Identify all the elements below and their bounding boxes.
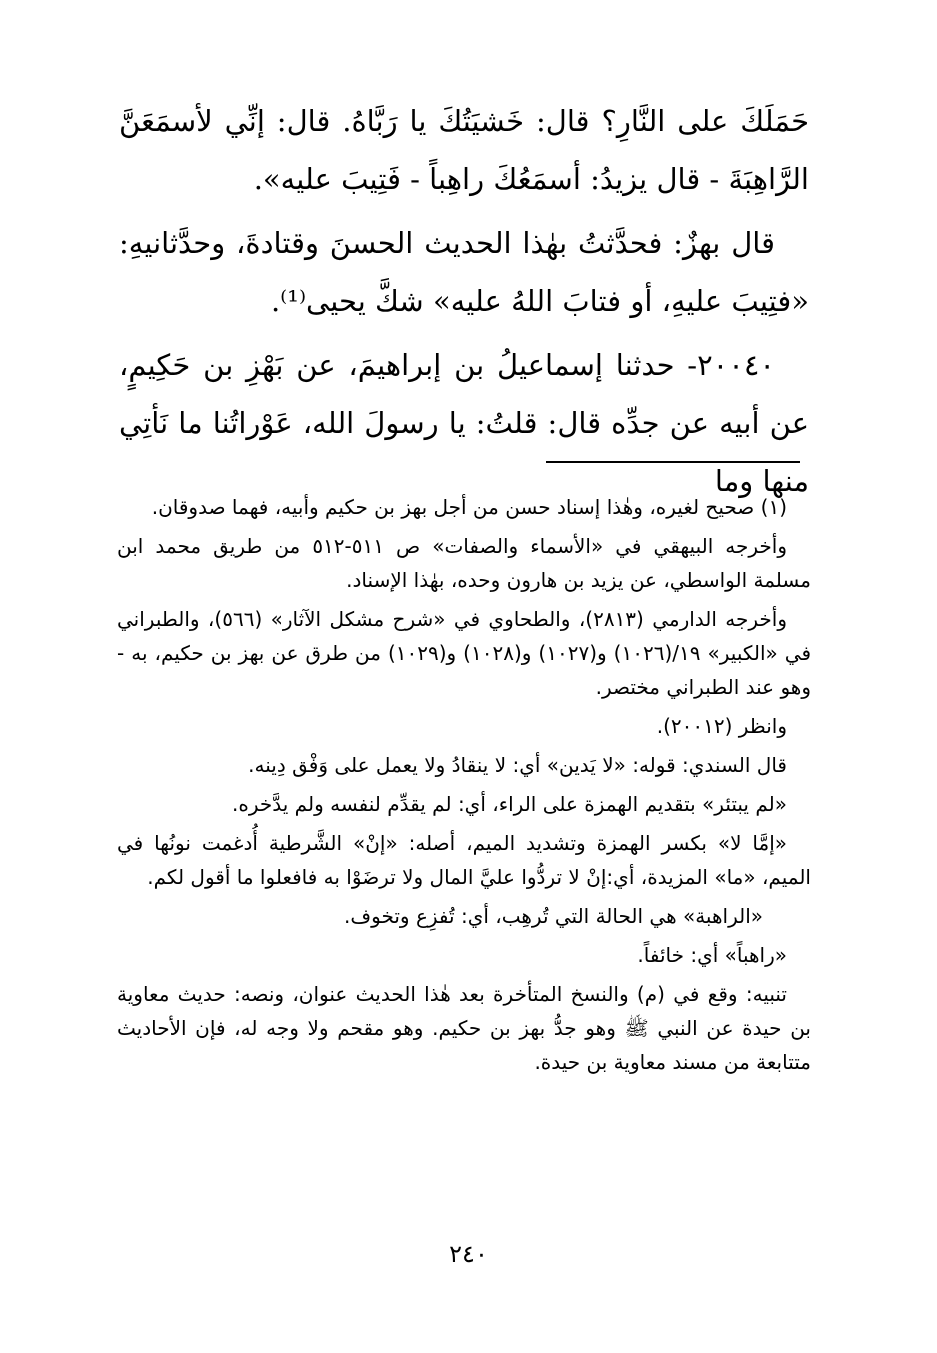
footnote-separator [546,461,800,463]
footnote-paragraph: «لم يبتئر» بتقديم الهمزة على الراء، أي: لم يقدِّم لنفسه ولم يدَّخره. [232,792,787,816]
page-number: ٢٤٠ [449,1240,488,1268]
footnote-paragraph: قال السندي: قوله: «لا يَدين» أي: لا ينقادُ ولا يعمل على وَفْق دِينه. [248,753,787,777]
footnote-paragraph: «إمَّا لا» بكسر الهمزة وتشديد الميم، أصله: «إنْ» الشَّرطية أُدغمت نونُها في الميم، «ما» المزيدة، أي:إنْ لا تردُّوا عليَّ المال ولا ترضَوْا به فافعلوا ما أقول لكم. [117,831,811,889]
main-text [119,92,809,516]
hadith-paragraph: ٢٠٠٤٠- حدثنا إسماعيلُ بن إبراهيمَ، عن بَهْزِ بن حَكِيمٍ، عن أبيه عن جدِّه قال: قلتُ: يا رسولَ الله، عَوْراتُنا ما نَأتِي منها وما [119,348,809,498]
footnote-paragraph: وأخرجه البيهقي في «الأسماء والصفات» ص ٥١١-٥١٢ من طريق محمد ابن مسلمة الواسطي، عن يزيد بن هارون وحده، بهٰذا الإسناد. [117,534,811,592]
footnote-paragraph: (١) صحيح لغيره، وهٰذا إسناد حسن من أجل بهز بن حكيم وأبيه، فهما صدوقان. [151,495,787,519]
footnote-paragraph: وأخرجه الدارمي (٢٨١٣)، والطحاوي في «شرح مشكل الآثار» (٥٦٦)، والطبراني في «الكبير» ١٩/(١٠٢٦) و(١٠٢٧) و(١٠٢٨) و(١٠٢٩) من طرق عن بهز بن حكيم، به - وهو عند الطبراني مختصر. [117,607,812,699]
main-paragraph: قال بهزٌ: فحدَّثتُ بهٰذا الحديث الحسنَ وقتادةَ، وحدَّثانيهِ: «فتِيبَ عليهِ، أو فتابَ اللهُ عليه» شكَّ يحيى⁽¹⁾. [119,226,809,318]
main-paragraph: حَمَلَكَ على النَّارِ؟ قال: خَشيَتُكَ يا رَبَّاهُ. قال: إنِّي لأسمَعَنَّ الرَّاهِبَةَ - قال يزيدُ: أسمَعُكَ راهِباً - فَتِيبَ عليه». [119,104,809,196]
footnote-paragraph: «الراهبة» هي الحالة التي تُرهِب، أي: تُفزِع وتخوف. [344,904,763,928]
footnote-paragraph: وانظر (٢٠٠١٢). [656,714,787,738]
footnotes [117,490,811,1084]
footnote-paragraph: تنبيه: وقع في (م) والنسخ المتأخرة بعد هٰذا الحديث عنوان، ونصه: حديث معاوية بن حيدة عن النبي ﷺ وهو جدُّ بهز بن حكيم. وهو مقحم ولا وجه له، فإن الأحاديث متتابعة من مسند معاوية بن حيدة. [117,982,811,1074]
footnote-paragraph: «راهباً» أي: خائفاً. [637,943,787,967]
